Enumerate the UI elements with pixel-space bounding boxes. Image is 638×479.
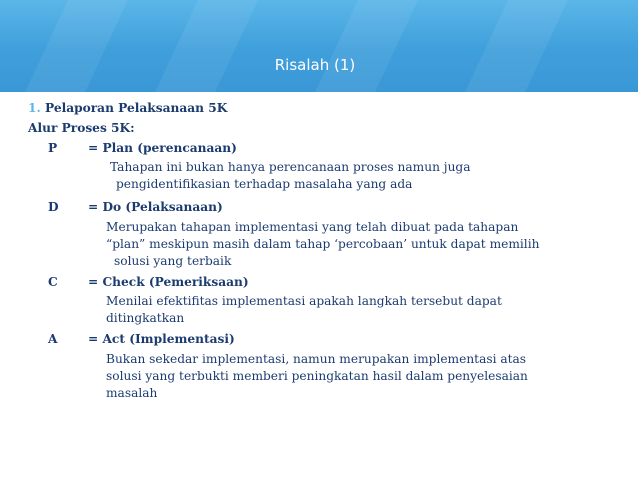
- slide-content: [0, 92, 638, 479]
- step-letter: A: [48, 332, 58, 346]
- section-heading-row: [28, 100, 227, 116]
- banner-ray: [433, 0, 586, 92]
- step-label: = Do (Pelaksanaan): [88, 200, 223, 214]
- step-description-line: Merupakan tahapan implementasi yang telah dibuat pada tahapan: [106, 220, 519, 234]
- step-description-line: Tahapan ini bukan hanya perencanaan proses namun juga: [110, 160, 471, 174]
- step-label: = Plan (perencanaan): [88, 141, 237, 155]
- step-description-line: pengidentifikasian terhadap masalaha yang ada: [116, 177, 413, 191]
- step-letter: C: [48, 275, 58, 289]
- slide-title: Risalah (1): [274, 56, 356, 74]
- banner-ray: [283, 0, 436, 92]
- step-label: = Check (Pemeriksaan): [88, 275, 249, 289]
- step-letter: P: [48, 141, 58, 155]
- step-description-line: solusi yang terbukti memberi peningkatan hasil dalam penyelesaian: [106, 369, 528, 383]
- step-description-line: masalah: [106, 386, 158, 400]
- step-letter: D: [48, 200, 59, 214]
- step-description-line: Menilai efektifitas implementasi apakah langkah tersebut dapat: [106, 294, 502, 308]
- step-description-line: “plan” meskipun masih dalam tahap ‘percobaan’ untuk dapat memilih: [106, 237, 540, 251]
- process-heading: Alur Proses 5K:: [28, 121, 135, 135]
- title-banner: [0, 0, 638, 92]
- step-description-line: Bukan sekedar implementasi, namun merupakan implementasi atas: [106, 352, 527, 366]
- step-description-line: ditingkatkan: [106, 311, 185, 325]
- step-description-line: solusi yang terbaik: [114, 254, 232, 268]
- section-number: 1.: [28, 101, 41, 115]
- banner-ray: [0, 0, 147, 92]
- banner-ray: [123, 0, 276, 92]
- section-heading: Pelaporan Pelaksanaan 5K: [44, 101, 228, 115]
- step-label: = Act (Implementasi): [88, 332, 235, 346]
